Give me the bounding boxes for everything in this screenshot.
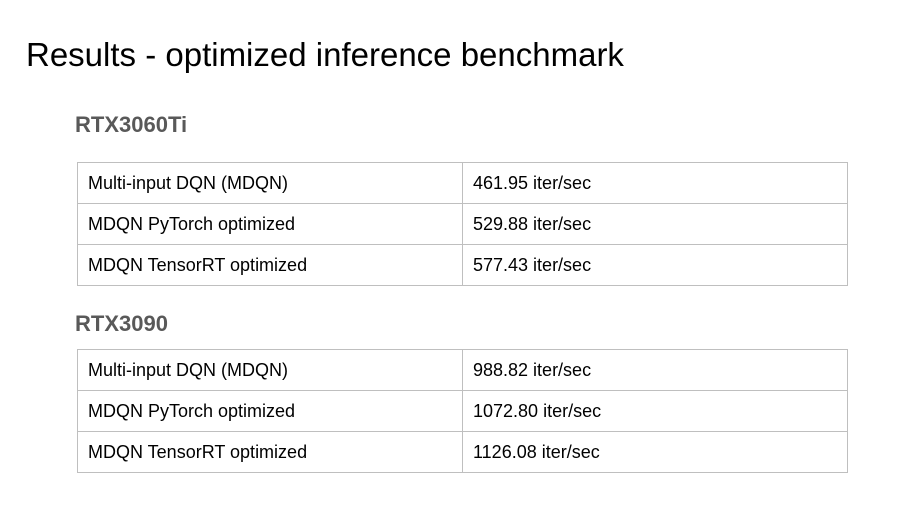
model-name-cell: MDQN PyTorch optimized [78,204,463,245]
table-row [78,432,848,473]
model-name-cell: MDQN TensorRT optimized [78,432,463,473]
model-name-cell: MDQN TensorRT optimized [78,245,463,286]
model-name-cell: MDQN PyTorch optimized [78,391,463,432]
table-row [78,350,848,391]
table-row [78,163,848,204]
throughput-cell: 529.88 iter/sec [463,204,848,245]
section-heading-rtx3090: RTX3090 [75,311,168,336]
slide-title: Results - optimized inference benchmark [26,36,624,73]
model-name-cell: Multi-input DQN (MDQN) [78,163,463,204]
benchmark-table-rtx3090 [77,349,848,473]
section-heading-rtx3060ti: RTX3060Ti [75,112,188,137]
throughput-cell: 577.43 iter/sec [463,245,848,286]
throughput-cell: 461.95 iter/sec [463,163,848,204]
throughput-cell: 1126.08 iter/sec [463,432,848,473]
table-row [78,245,848,286]
model-name-cell: Multi-input DQN (MDQN) [78,350,463,391]
benchmark-table-rtx3060ti [77,162,848,286]
throughput-cell: 988.82 iter/sec [463,350,848,391]
table-row [78,391,848,432]
throughput-cell: 1072.80 iter/sec [463,391,848,432]
table-row [78,204,848,245]
